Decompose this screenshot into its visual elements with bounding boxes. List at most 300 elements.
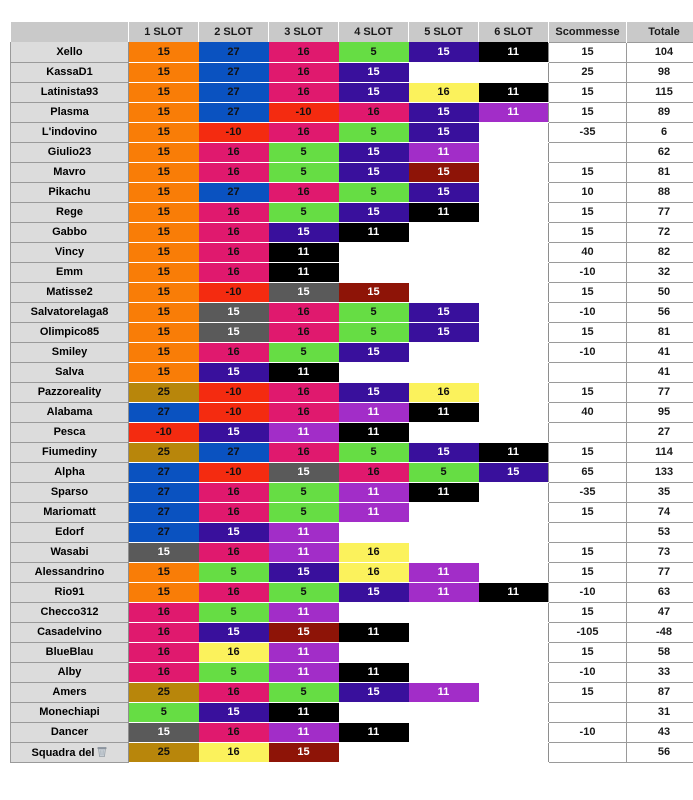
slot-cell-3[interactable]: 16 — [269, 402, 339, 422]
table-row[interactable] — [11, 322, 693, 342]
scommesse-cell[interactable]: -10 — [549, 262, 627, 282]
slot-cell-1[interactable]: 15 — [129, 102, 199, 122]
slot-cell-2[interactable]: -10 — [199, 402, 269, 422]
slot-cell-4[interactable] — [339, 742, 409, 762]
slot-cell-1[interactable]: 27 — [129, 502, 199, 522]
player-name-cell[interactable] — [11, 702, 129, 722]
player-name-cell[interactable] — [11, 302, 129, 322]
slot-cell-4[interactable]: 5 — [339, 182, 409, 202]
slot-cell-2[interactable]: 27 — [199, 182, 269, 202]
table-row[interactable] — [11, 662, 693, 682]
slot-cell-1[interactable]: 16 — [129, 602, 199, 622]
player-name-cell[interactable] — [11, 642, 129, 662]
slot-cell-1[interactable]: 15 — [129, 242, 199, 262]
player-name-cell[interactable] — [11, 142, 129, 162]
totale-cell[interactable]: 81 — [627, 322, 693, 342]
totale-cell[interactable]: 43 — [627, 722, 693, 742]
scommesse-cell[interactable]: 15 — [549, 222, 627, 242]
slot-cell-2[interactable]: -10 — [199, 462, 269, 482]
player-name-cell[interactable] — [11, 402, 129, 422]
totale-cell[interactable]: 31 — [627, 702, 693, 722]
scommesse-cell[interactable]: 15 — [549, 202, 627, 222]
slot-cell-3[interactable]: 5 — [269, 202, 339, 222]
slot-cell-3[interactable]: 15 — [269, 742, 339, 762]
scommesse-cell[interactable]: 15 — [549, 442, 627, 462]
slot-cell-3[interactable]: -10 — [269, 102, 339, 122]
player-name-cell[interactable] — [11, 42, 129, 62]
table-row[interactable] — [11, 142, 693, 162]
slot-cell-2[interactable]: 5 — [199, 602, 269, 622]
slot-cell-6[interactable]: 11 — [479, 442, 549, 462]
slot-cell-3[interactable]: 15 — [269, 222, 339, 242]
slot-cell-6[interactable] — [479, 722, 549, 742]
slot-cell-6[interactable] — [479, 422, 549, 442]
column-header-slot-4[interactable]: 4 SLOT — [339, 22, 409, 42]
player-name-cell[interactable] — [11, 222, 129, 242]
table-row[interactable] — [11, 242, 693, 262]
totale-cell[interactable]: 27 — [627, 422, 693, 442]
slot-cell-2[interactable]: 16 — [199, 582, 269, 602]
table-row[interactable] — [11, 682, 693, 702]
slot-cell-6[interactable] — [479, 282, 549, 302]
slot-cell-3[interactable]: 15 — [269, 622, 339, 642]
slot-cell-5[interactable] — [409, 662, 479, 682]
table-row[interactable] — [11, 342, 693, 362]
totale-cell[interactable]: 74 — [627, 502, 693, 522]
slot-cell-5[interactable]: 11 — [409, 562, 479, 582]
slot-cell-4[interactable]: 15 — [339, 582, 409, 602]
slot-cell-6[interactable] — [479, 382, 549, 402]
player-name-cell[interactable] — [11, 362, 129, 382]
slot-cell-1[interactable]: 16 — [129, 662, 199, 682]
slot-cell-3[interactable]: 15 — [269, 282, 339, 302]
slot-cell-4[interactable]: 15 — [339, 382, 409, 402]
slot-cell-6[interactable] — [479, 662, 549, 682]
scommesse-cell[interactable]: 15 — [549, 502, 627, 522]
slot-cell-2[interactable]: 16 — [199, 242, 269, 262]
slot-cell-4[interactable]: 15 — [339, 342, 409, 362]
slot-cell-6[interactable]: 11 — [479, 582, 549, 602]
scommesse-cell[interactable]: 15 — [549, 282, 627, 302]
slot-cell-3[interactable]: 11 — [269, 702, 339, 722]
slot-cell-3[interactable]: 5 — [269, 482, 339, 502]
slot-cell-4[interactable]: 11 — [339, 722, 409, 742]
slot-cell-5[interactable]: 5 — [409, 462, 479, 482]
slot-cell-6[interactable] — [479, 302, 549, 322]
slot-cell-6[interactable]: 11 — [479, 82, 549, 102]
table-row[interactable] — [11, 622, 693, 642]
slot-cell-2[interactable]: 27 — [199, 442, 269, 462]
table-row[interactable] — [11, 502, 693, 522]
totale-cell[interactable]: 88 — [627, 182, 693, 202]
slot-cell-6[interactable] — [479, 482, 549, 502]
slot-cell-6[interactable] — [479, 542, 549, 562]
slot-cell-2[interactable]: 27 — [199, 42, 269, 62]
slot-cell-5[interactable]: 11 — [409, 202, 479, 222]
slot-cell-5[interactable] — [409, 722, 479, 742]
column-header-name[interactable] — [11, 22, 129, 42]
totale-cell[interactable]: 47 — [627, 602, 693, 622]
slot-cell-2[interactable]: 27 — [199, 102, 269, 122]
slot-cell-1[interactable]: 27 — [129, 482, 199, 502]
slot-cell-3[interactable]: 11 — [269, 662, 339, 682]
totale-cell[interactable]: 114 — [627, 442, 693, 462]
table-row[interactable] — [11, 742, 693, 762]
slot-cell-3[interactable]: 16 — [269, 302, 339, 322]
slot-cell-2[interactable]: -10 — [199, 282, 269, 302]
slot-cell-5[interactable] — [409, 542, 479, 562]
table-row[interactable] — [11, 722, 693, 742]
player-name-cell[interactable] — [11, 722, 129, 742]
slot-cell-5[interactable]: 16 — [409, 382, 479, 402]
slot-cell-5[interactable] — [409, 422, 479, 442]
slot-cell-1[interactable]: 15 — [129, 162, 199, 182]
slot-cell-1[interactable]: 15 — [129, 302, 199, 322]
player-name-cell[interactable] — [11, 522, 129, 542]
slot-cell-5[interactable] — [409, 502, 479, 522]
slot-cell-1[interactable]: 15 — [129, 222, 199, 242]
totale-cell[interactable]: 32 — [627, 262, 693, 282]
slot-cell-5[interactable] — [409, 62, 479, 82]
table-row[interactable] — [11, 302, 693, 322]
slot-cell-6[interactable]: 11 — [479, 42, 549, 62]
slot-cell-5[interactable]: 15 — [409, 302, 479, 322]
slot-cell-4[interactable]: 15 — [339, 162, 409, 182]
slot-cell-4[interactable]: 15 — [339, 82, 409, 102]
slot-cell-6[interactable] — [479, 62, 549, 82]
slot-cell-3[interactable]: 11 — [269, 642, 339, 662]
slot-cell-1[interactable]: 16 — [129, 642, 199, 662]
totale-cell[interactable]: 104 — [627, 42, 693, 62]
scommesse-cell[interactable]: 15 — [549, 82, 627, 102]
table-row[interactable] — [11, 462, 693, 482]
slot-cell-3[interactable]: 11 — [269, 422, 339, 442]
slot-cell-2[interactable]: -10 — [199, 122, 269, 142]
slot-cell-6[interactable] — [479, 182, 549, 202]
slot-cell-3[interactable]: 5 — [269, 682, 339, 702]
slot-cell-1[interactable]: 15 — [129, 342, 199, 362]
scommesse-cell[interactable]: -10 — [549, 722, 627, 742]
scommesse-cell[interactable]: -10 — [549, 302, 627, 322]
slot-cell-5[interactable]: 11 — [409, 482, 479, 502]
slot-cell-5[interactable]: 11 — [409, 682, 479, 702]
slot-cell-4[interactable]: 15 — [339, 202, 409, 222]
player-name-cell[interactable] — [11, 622, 129, 642]
player-name-cell[interactable] — [11, 122, 129, 142]
slot-cell-4[interactable]: 15 — [339, 682, 409, 702]
scommesse-cell[interactable]: 40 — [549, 402, 627, 422]
slot-cell-4[interactable]: 16 — [339, 542, 409, 562]
scommesse-cell[interactable]: -35 — [549, 122, 627, 142]
totale-cell[interactable]: 56 — [627, 302, 693, 322]
slot-cell-2[interactable]: 16 — [199, 742, 269, 762]
slot-cell-6[interactable] — [479, 522, 549, 542]
slot-cell-3[interactable]: 5 — [269, 162, 339, 182]
slot-cell-2[interactable]: 15 — [199, 362, 269, 382]
slot-cell-4[interactable]: 11 — [339, 502, 409, 522]
scommesse-cell[interactable]: 25 — [549, 62, 627, 82]
slot-cell-5[interactable] — [409, 642, 479, 662]
slot-cell-5[interactable]: 15 — [409, 102, 479, 122]
slot-cell-6[interactable] — [479, 122, 549, 142]
slot-cell-4[interactable] — [339, 362, 409, 382]
slot-cell-1[interactable]: 15 — [129, 322, 199, 342]
table-row[interactable] — [11, 522, 693, 542]
player-name-cell[interactable] — [11, 442, 129, 462]
slot-cell-1[interactable]: 15 — [129, 82, 199, 102]
slot-cell-4[interactable]: 11 — [339, 622, 409, 642]
slot-cell-6[interactable] — [479, 262, 549, 282]
slot-cell-4[interactable]: 15 — [339, 282, 409, 302]
scommesse-cell[interactable]: -105 — [549, 622, 627, 642]
totale-cell[interactable]: 95 — [627, 402, 693, 422]
totale-cell[interactable]: 41 — [627, 342, 693, 362]
slot-cell-5[interactable] — [409, 282, 479, 302]
slot-cell-6[interactable] — [479, 622, 549, 642]
table-row[interactable] — [11, 282, 693, 302]
table-row[interactable] — [11, 182, 693, 202]
slot-cell-5[interactable] — [409, 222, 479, 242]
slot-cell-1[interactable]: 25 — [129, 742, 199, 762]
table-row[interactable] — [11, 602, 693, 622]
scommesse-cell[interactable] — [549, 422, 627, 442]
slot-cell-5[interactable] — [409, 242, 479, 262]
player-name-cell[interactable] — [11, 542, 129, 562]
slot-cell-5[interactable] — [409, 362, 479, 382]
player-name-cell[interactable] — [11, 502, 129, 522]
slot-cell-3[interactable]: 15 — [269, 462, 339, 482]
column-header-slot-5[interactable]: 5 SLOT — [409, 22, 479, 42]
totale-cell[interactable]: 77 — [627, 562, 693, 582]
slot-cell-2[interactable]: 5 — [199, 562, 269, 582]
slot-cell-5[interactable] — [409, 342, 479, 362]
table-row[interactable] — [11, 42, 693, 62]
slot-cell-5[interactable] — [409, 262, 479, 282]
slot-cell-2[interactable]: 16 — [199, 202, 269, 222]
slot-cell-2[interactable]: 16 — [199, 162, 269, 182]
table-row[interactable] — [11, 562, 693, 582]
slot-cell-5[interactable] — [409, 622, 479, 642]
scommesse-cell[interactable]: -35 — [549, 482, 627, 502]
player-name-cell[interactable] — [11, 242, 129, 262]
scommesse-cell[interactable] — [549, 142, 627, 162]
totale-cell[interactable]: 77 — [627, 202, 693, 222]
slot-cell-6[interactable] — [479, 322, 549, 342]
player-name-cell[interactable] — [11, 182, 129, 202]
slot-cell-4[interactable]: 5 — [339, 322, 409, 342]
totale-cell[interactable]: 41 — [627, 362, 693, 382]
scommesse-cell[interactable] — [549, 522, 627, 542]
player-name-cell[interactable] — [11, 482, 129, 502]
totale-cell[interactable]: 115 — [627, 82, 693, 102]
slot-cell-2[interactable]: 27 — [199, 62, 269, 82]
column-header-totale[interactable]: Totale — [627, 22, 693, 42]
totale-cell[interactable]: 87 — [627, 682, 693, 702]
slot-cell-1[interactable]: 25 — [129, 382, 199, 402]
table-row[interactable] — [11, 82, 693, 102]
column-header-slot-1[interactable]: 1 SLOT — [129, 22, 199, 42]
slot-cell-5[interactable]: 15 — [409, 122, 479, 142]
table-row[interactable] — [11, 162, 693, 182]
table-row[interactable] — [11, 62, 693, 82]
slot-cell-4[interactable]: 5 — [339, 122, 409, 142]
slot-cell-6[interactable] — [479, 502, 549, 522]
slot-cell-3[interactable]: 11 — [269, 262, 339, 282]
slot-cell-4[interactable]: 16 — [339, 462, 409, 482]
slot-cell-2[interactable]: 15 — [199, 322, 269, 342]
player-name-cell[interactable] — [11, 582, 129, 602]
totale-cell[interactable]: 81 — [627, 162, 693, 182]
totale-cell[interactable]: 73 — [627, 542, 693, 562]
scommesse-cell[interactable]: -10 — [549, 582, 627, 602]
player-name-cell[interactable] — [11, 382, 129, 402]
scommesse-cell[interactable]: 40 — [549, 242, 627, 262]
totale-cell[interactable]: 58 — [627, 642, 693, 662]
player-name-cell[interactable] — [11, 562, 129, 582]
scommesse-cell[interactable]: 15 — [549, 682, 627, 702]
column-header-slot-3[interactable]: 3 SLOT — [269, 22, 339, 42]
table-row[interactable] — [11, 362, 693, 382]
slot-cell-6[interactable] — [479, 142, 549, 162]
slot-cell-4[interactable] — [339, 242, 409, 262]
scommesse-cell[interactable] — [549, 362, 627, 382]
totale-cell[interactable]: 82 — [627, 242, 693, 262]
slot-cell-4[interactable] — [339, 262, 409, 282]
slot-cell-5[interactable]: 11 — [409, 402, 479, 422]
slot-cell-4[interactable] — [339, 702, 409, 722]
player-name-cell[interactable] — [11, 662, 129, 682]
slot-cell-3[interactable]: 16 — [269, 182, 339, 202]
slot-cell-6[interactable] — [479, 342, 549, 362]
player-name-cell[interactable] — [11, 462, 129, 482]
table-row[interactable] — [11, 702, 693, 722]
slot-cell-6[interactable] — [479, 202, 549, 222]
slot-cell-2[interactable]: 16 — [199, 542, 269, 562]
totale-cell[interactable]: 35 — [627, 482, 693, 502]
slot-cell-6[interactable] — [479, 562, 549, 582]
slot-cell-2[interactable]: 16 — [199, 682, 269, 702]
slot-cell-5[interactable]: 15 — [409, 442, 479, 462]
slot-cell-3[interactable]: 5 — [269, 342, 339, 362]
slot-cell-2[interactable]: 16 — [199, 342, 269, 362]
slot-cell-3[interactable]: 16 — [269, 122, 339, 142]
slot-cell-2[interactable]: 15 — [199, 622, 269, 642]
slot-cell-6[interactable] — [479, 682, 549, 702]
table-row[interactable] — [11, 202, 693, 222]
slot-cell-5[interactable]: 15 — [409, 162, 479, 182]
slot-cell-5[interactable] — [409, 522, 479, 542]
column-header-scommesse[interactable]: Scommesse — [549, 22, 627, 42]
slot-cell-4[interactable]: 11 — [339, 222, 409, 242]
scommesse-cell[interactable]: 15 — [549, 642, 627, 662]
slot-cell-1[interactable]: 15 — [129, 42, 199, 62]
scommesse-cell[interactable]: 15 — [549, 162, 627, 182]
player-name-cell[interactable] — [11, 202, 129, 222]
slot-cell-1[interactable]: 27 — [129, 402, 199, 422]
totale-cell[interactable]: 72 — [627, 222, 693, 242]
slot-cell-4[interactable]: 5 — [339, 302, 409, 322]
slot-cell-2[interactable]: 16 — [199, 482, 269, 502]
table-row[interactable] — [11, 402, 693, 422]
slot-cell-4[interactable]: 5 — [339, 42, 409, 62]
slot-cell-3[interactable]: 5 — [269, 582, 339, 602]
slot-cell-3[interactable]: 16 — [269, 82, 339, 102]
slot-cell-6[interactable] — [479, 702, 549, 722]
totale-cell[interactable]: 89 — [627, 102, 693, 122]
scommesse-cell[interactable]: 15 — [549, 322, 627, 342]
slot-cell-5[interactable]: 15 — [409, 42, 479, 62]
player-name-cell[interactable] — [11, 82, 129, 102]
slot-cell-2[interactable]: 16 — [199, 142, 269, 162]
slot-cell-1[interactable]: 25 — [129, 682, 199, 702]
slot-cell-2[interactable]: 15 — [199, 522, 269, 542]
totale-cell[interactable]: -48 — [627, 622, 693, 642]
scommesse-cell[interactable]: 15 — [549, 102, 627, 122]
slot-cell-4[interactable]: 15 — [339, 142, 409, 162]
slot-cell-1[interactable]: 15 — [129, 262, 199, 282]
slot-cell-2[interactable]: 16 — [199, 722, 269, 742]
slot-cell-5[interactable]: 11 — [409, 142, 479, 162]
slot-cell-5[interactable]: 15 — [409, 322, 479, 342]
table-row[interactable] — [11, 482, 693, 502]
scommesse-cell[interactable]: 15 — [549, 542, 627, 562]
slot-cell-3[interactable]: 11 — [269, 602, 339, 622]
slot-cell-1[interactable]: 25 — [129, 442, 199, 462]
slot-cell-6[interactable] — [479, 362, 549, 382]
slot-cell-1[interactable]: 15 — [129, 122, 199, 142]
slot-cell-1[interactable]: 15 — [129, 202, 199, 222]
slot-cell-6[interactable] — [479, 742, 549, 762]
totale-cell[interactable]: 63 — [627, 582, 693, 602]
slot-cell-3[interactable]: 11 — [269, 242, 339, 262]
column-header-slot-6[interactable]: 6 SLOT — [479, 22, 549, 42]
slot-cell-6[interactable] — [479, 162, 549, 182]
slot-cell-6[interactable] — [479, 602, 549, 622]
player-name-cell[interactable] — [11, 742, 129, 762]
slot-cell-3[interactable]: 16 — [269, 322, 339, 342]
slot-cell-1[interactable]: 15 — [129, 562, 199, 582]
slot-cell-1[interactable]: 15 — [129, 582, 199, 602]
slot-cell-5[interactable]: 16 — [409, 82, 479, 102]
table-row[interactable] — [11, 262, 693, 282]
totale-cell[interactable]: 33 — [627, 662, 693, 682]
table-row[interactable] — [11, 222, 693, 242]
slot-cell-5[interactable]: 11 — [409, 582, 479, 602]
table-row[interactable] — [11, 642, 693, 662]
totale-cell[interactable]: 77 — [627, 382, 693, 402]
slot-cell-1[interactable]: 27 — [129, 462, 199, 482]
slot-cell-2[interactable]: -10 — [199, 382, 269, 402]
slot-cell-2[interactable]: 15 — [199, 302, 269, 322]
slot-cell-4[interactable] — [339, 522, 409, 542]
slot-cell-3[interactable]: 11 — [269, 522, 339, 542]
slot-cell-4[interactable]: 5 — [339, 442, 409, 462]
slot-cell-6[interactable]: 15 — [479, 462, 549, 482]
table-row[interactable] — [11, 422, 693, 442]
slot-cell-2[interactable]: 5 — [199, 662, 269, 682]
player-name-cell[interactable] — [11, 262, 129, 282]
slot-cell-1[interactable]: 15 — [129, 722, 199, 742]
scommesse-cell[interactable]: 15 — [549, 602, 627, 622]
table-row[interactable] — [11, 102, 693, 122]
totale-cell[interactable]: 133 — [627, 462, 693, 482]
player-name-cell[interactable] — [11, 682, 129, 702]
slot-cell-5[interactable] — [409, 742, 479, 762]
slot-cell-3[interactable]: 16 — [269, 382, 339, 402]
slot-cell-1[interactable]: 5 — [129, 702, 199, 722]
slot-cell-6[interactable] — [479, 642, 549, 662]
slot-cell-1[interactable]: 15 — [129, 62, 199, 82]
